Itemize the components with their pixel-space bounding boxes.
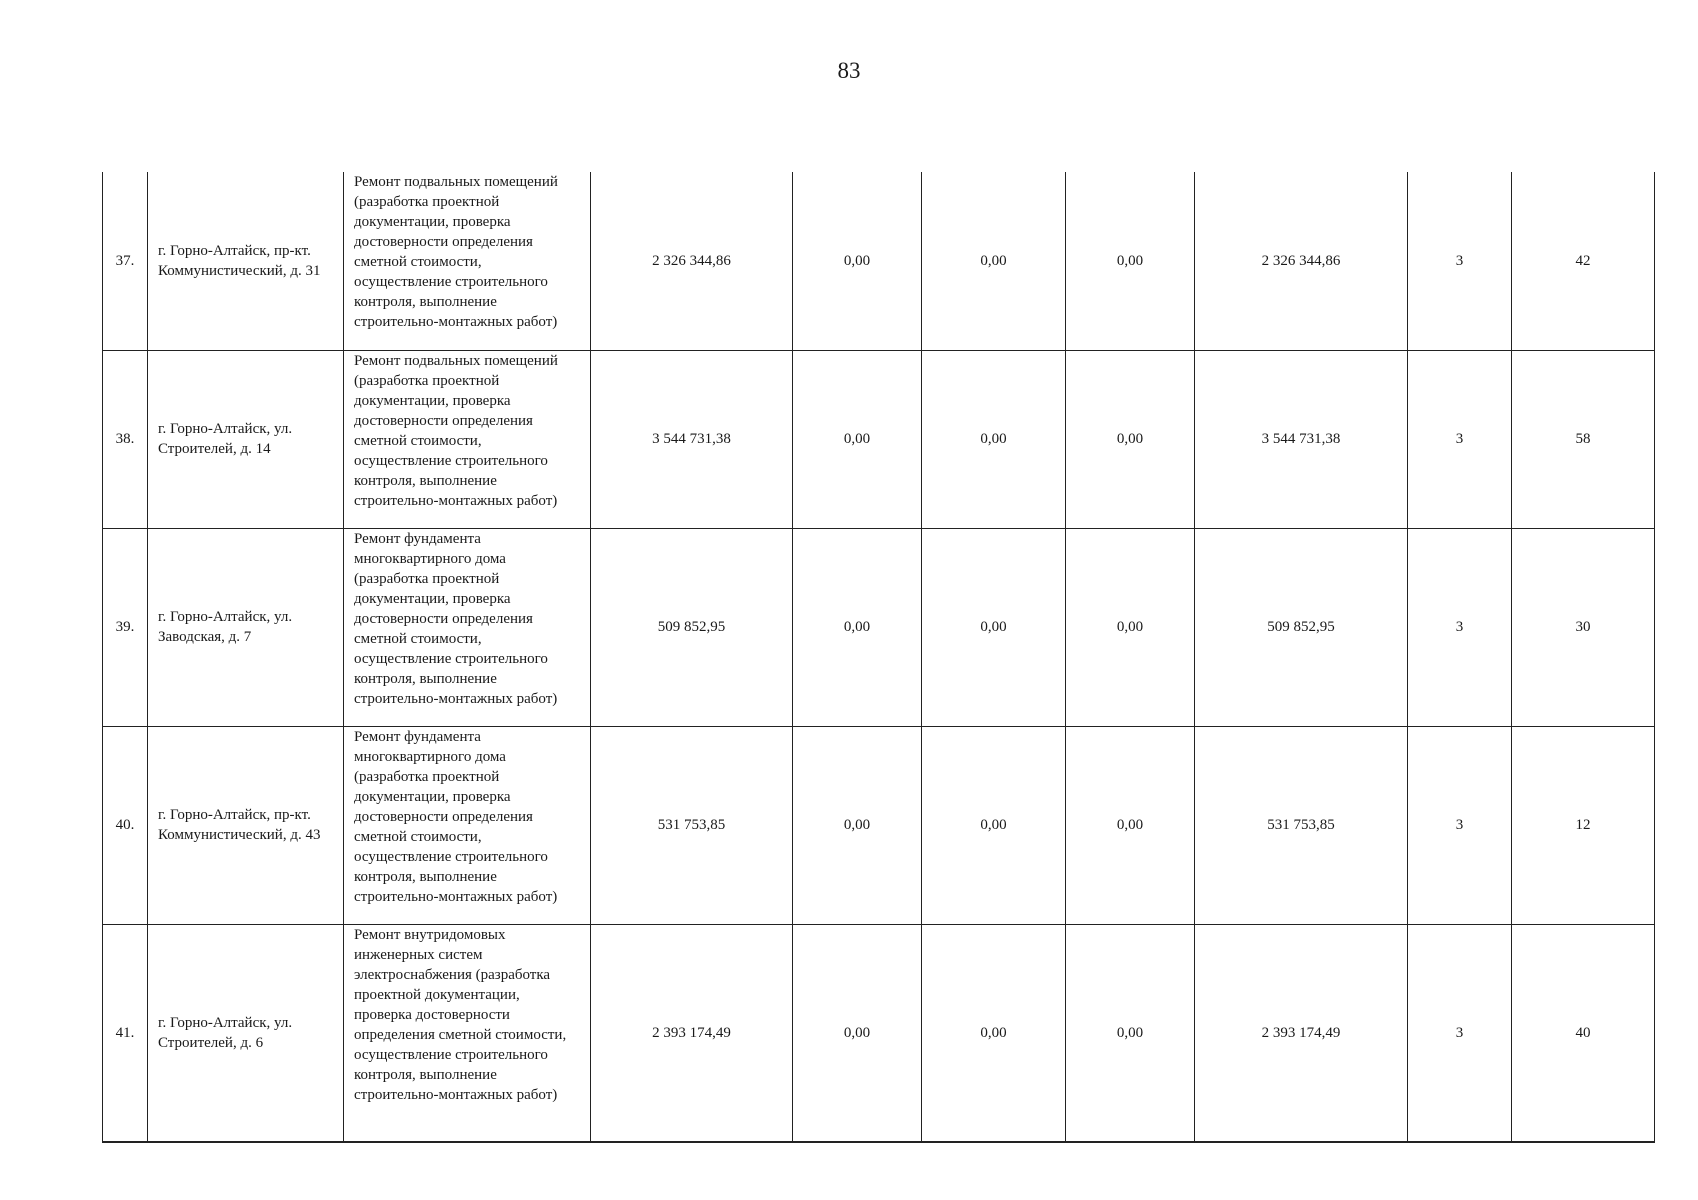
total-cost-cell: 3 544 731,38 xyxy=(591,350,793,528)
table-row xyxy=(103,726,1655,924)
value-cell: 0,00 xyxy=(793,924,922,1142)
row-number: 37. xyxy=(103,172,148,350)
count-cell: 3 xyxy=(1408,726,1512,924)
value-cell: 2 326 344,86 xyxy=(1195,172,1408,350)
count-cell: 42 xyxy=(1512,172,1655,350)
value-cell: 509 852,95 xyxy=(1195,528,1408,726)
value-cell: 0,00 xyxy=(922,350,1066,528)
table-row xyxy=(103,172,1655,350)
page-number: 83 xyxy=(837,58,861,83)
count-cell: 40 xyxy=(1512,924,1655,1142)
count-cell: 3 xyxy=(1408,924,1512,1142)
value-cell: 3 544 731,38 xyxy=(1195,350,1408,528)
value-cell: 0,00 xyxy=(922,172,1066,350)
value-cell: 0,00 xyxy=(793,726,922,924)
value-cell: 0,00 xyxy=(922,924,1066,1142)
address-cell: г. Горно-Алтайск, ул. Заводская, д. 7 xyxy=(148,528,344,726)
total-cost-cell: 2 393 174,49 xyxy=(591,924,793,1142)
value-cell: 0,00 xyxy=(1066,528,1195,726)
works-table xyxy=(102,172,1655,1143)
value-cell: 0,00 xyxy=(793,350,922,528)
row-number: 38. xyxy=(103,350,148,528)
work-description-cell: Ремонт подвальных помещений (разработка проектной документации, проверка достоверности определения сметной стоимости, осуществление строительного контроля, выполнение строительно-монтажных работ) xyxy=(344,350,591,528)
value-cell: 0,00 xyxy=(1066,924,1195,1142)
work-description-cell: Ремонт фундамента многоквартирного дома (разработка проектной документации, проверка достоверности определения сметной стоимости, осуществление строительного контроля, выполнение строительно-монтажных работ) xyxy=(344,528,591,726)
address-cell: г. Горно-Алтайск, пр-кт. Коммунистический, д. 31 xyxy=(148,172,344,350)
value-cell: 0,00 xyxy=(922,528,1066,726)
work-description-cell: Ремонт фундамента многоквартирного дома (разработка проектной документации, проверка достоверности определения сметной стоимости, осуществление строительного контроля, выполнение строительно-монтажных работ) xyxy=(344,726,591,924)
address-cell: г. Горно-Алтайск, пр-кт. Коммунистический, д. 43 xyxy=(148,726,344,924)
count-cell: 12 xyxy=(1512,726,1655,924)
address-cell: г. Горно-Алтайск, ул. Строителей, д. 6 xyxy=(148,924,344,1142)
total-cost-cell: 531 753,85 xyxy=(591,726,793,924)
value-cell: 0,00 xyxy=(1066,726,1195,924)
total-cost-cell: 509 852,95 xyxy=(591,528,793,726)
row-number: 39. xyxy=(103,528,148,726)
count-cell: 58 xyxy=(1512,350,1655,528)
count-cell: 3 xyxy=(1408,172,1512,350)
value-cell: 2 393 174,49 xyxy=(1195,924,1408,1142)
value-cell: 0,00 xyxy=(1066,350,1195,528)
value-cell: 0,00 xyxy=(922,726,1066,924)
count-cell: 3 xyxy=(1408,528,1512,726)
total-cost-cell: 2 326 344,86 xyxy=(591,172,793,350)
value-cell: 0,00 xyxy=(793,528,922,726)
table-row xyxy=(103,924,1655,1142)
table-row xyxy=(103,528,1655,726)
address-cell: г. Горно-Алтайск, ул. Строителей, д. 14 xyxy=(148,350,344,528)
value-cell: 0,00 xyxy=(1066,172,1195,350)
work-description-cell: Ремонт подвальных помещений (разработка проектной документации, проверка достоверности определения сметной стоимости, осуществление строительного контроля, выполнение строительно-монтажных работ) xyxy=(344,172,591,350)
table-row xyxy=(103,350,1655,528)
value-cell: 531 753,85 xyxy=(1195,726,1408,924)
work-description-cell: Ремонт внутридомовых инженерных систем электроснабжения (разработка проектной документации, проверка достоверности определения сметной стоимости, осуществление строительного контроля, выполнение строительно-монтажных работ) xyxy=(344,924,591,1142)
value-cell: 0,00 xyxy=(793,172,922,350)
count-cell: 30 xyxy=(1512,528,1655,726)
count-cell: 3 xyxy=(1408,350,1512,528)
row-number: 40. xyxy=(103,726,148,924)
row-number: 41. xyxy=(103,924,148,1142)
